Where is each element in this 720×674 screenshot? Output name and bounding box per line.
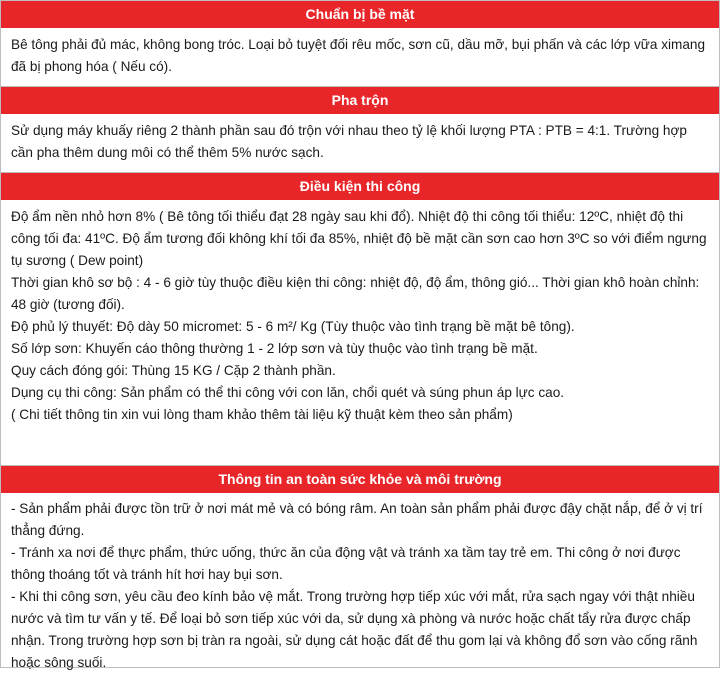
section-body xyxy=(1,493,719,669)
section-application-conditions xyxy=(1,173,719,466)
section-title: Chuẩn bị bề mặt xyxy=(1,1,719,28)
section-body xyxy=(1,114,719,173)
section-body xyxy=(1,28,719,87)
paragraph: Độ ẩm nền nhỏ hơn 8% ( Bê tông tối thiểu đạt 28 ngày sau khi đổ). Nhiệt độ thi công tối thiểu: 12ºC, nhiệt độ thi công tối đa: 41ºC. Độ ẩm tương đối không khí tối đa 85%, nhiệt độ bề mặt cần sơn cao hơn 3ºC so với điểm ngưng tụ sương ( Dew point) xyxy=(11,209,707,268)
paragraph: Bê tông phải đủ mác, không bong tróc. Loại bỏ tuyệt đối rêu mốc, sơn cũ, dầu mỡ, bụi phấn và các lớp vữa ximang đã bị phong hóa ( Nếu có). xyxy=(11,37,706,74)
section-title: Điều kiện thi công xyxy=(1,173,719,200)
section-title: Thông tin an toàn sức khỏe và môi trường xyxy=(1,466,719,493)
section-body xyxy=(1,200,719,466)
section-surface-preparation xyxy=(1,1,719,87)
paragraph: - Khi thi công sơn, yêu cầu đeo kính bảo vệ mắt. Trong trường hợp tiếp xúc với mắt, rửa sạch ngay với thật nhiều nước và tìm tư vấn y tế. Để loại bỏ sơn tiếp xúc với da, sử dụng xà phòng và nước hoặc chất tẩy rửa được chấp nhận. Trong trường hợp sơn bị tràn ra ngoài, sử dụng cát hoặc đất để thu gom lại và không đổ sơn vào cống rãnh hoặc sông suối. xyxy=(11,589,698,670)
paragraph: Quy cách đóng gói: Thùng 15 KG / Cặp 2 thành phần. xyxy=(11,363,336,378)
section-mixing xyxy=(1,87,719,173)
section-health-safety-environment xyxy=(1,466,719,669)
paragraph: - Sản phẩm phải được tồn trữ ở nơi mát mẻ và có bóng râm. An toàn sản phẩm phải được đậy chặt nắp, để ở vị trí thẳng đứng. xyxy=(11,501,703,538)
paragraph: Dụng cụ thi công: Sản phẩm có thể thi công với con lăn, chổi quét và súng phun áp lực cao. xyxy=(11,385,565,400)
paragraph: - Tránh xa nơi để thực phẩm, thức uống, thức ăn của động vật và tránh xa tầm tay trẻ em. Thi công ở nơi được thông thoáng tốt và tránh hít hơi hay bụi sơn. xyxy=(11,545,681,582)
paragraph: Sử dụng máy khuấy riêng 2 thành phần sau đó trộn với nhau theo tỷ lệ khối lượng PTA : PTB = 4:1. Trường hợp cần pha thêm dung môi có thể thêm 5% nước sạch. xyxy=(11,123,687,160)
paragraph: Số lớp sơn: Khuyến cáo thông thường 1 - 2 lớp sơn và tùy thuộc vào tình trạng bề mặt. xyxy=(11,341,538,356)
paragraph: Độ phủ lý thuyết: Độ dày 50 micromet: 5 - 6 m²/ Kg (Tùy thuộc vào tình trạng bề mặt bê tông). xyxy=(11,319,575,334)
paragraph: Thời gian khô sơ bộ : 4 - 6 giờ tùy thuộc điều kiện thi công: nhiệt độ, độ ẩm, thông gió... Thời gian khô hoàn chỉnh: 48 giờ (tương đối). xyxy=(11,275,700,312)
section-title: Pha trộn xyxy=(1,87,719,114)
paragraph: ( Chi tiết thông tin xin vui lòng tham khảo thêm tài liệu kỹ thuật kèm theo sản phẩm) xyxy=(11,407,513,422)
